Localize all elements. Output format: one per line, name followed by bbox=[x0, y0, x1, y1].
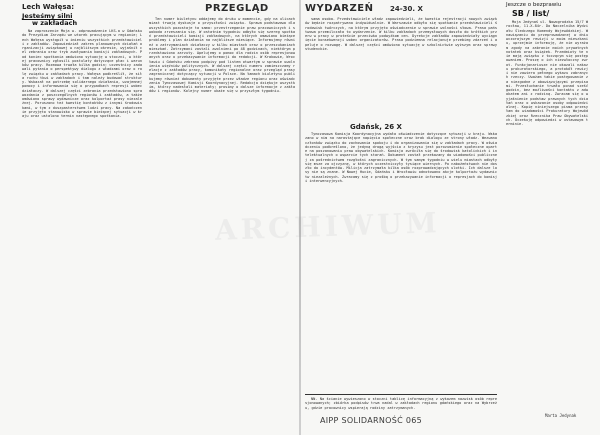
right-column-1-top bbox=[305, 17, 497, 121]
section-rule bbox=[305, 394, 497, 395]
right-column-1-text: sama osoba. Przedstawiciele władz zapowiedzieli, że kwestia rejestracji nowych związków będzie rozpatrywana indywidualnie. W Warszawie odbyło się spotkanie przedstawicieli środowisk twórczych, na którym przyjęto oświadczenie w sprawie wolności słowa. Prasa państwowa przemilczała to wydarzenie. W kilku zakładach przemysłowych doszło do krótkich przerw w pracy w proteście przeciwko podwyżkom cen. Dyrekcje zakładów zapowiedziały wyciągnięcie konsekwencji wobec organizatorów. Prasa podziemna relacjonuje przebieg zdarzeń i apeluje o rozwagę. W dalszej części omówiono sytuację w szkolnictwie wyższym oraz sprawy studenckie. bbox=[305, 17, 497, 51]
left-column-1-text: Na zaproszenie Moja w. odprowadzenie LKS.a w Gdańsku do Prezydium Zarządu we wtorek pracującym w regionie; Lech Wałęsa wystąpił w imieniu wszystkich przedstawicieli z zakładów. Zapowiedział zakres planowanych działań organizacji związkowej w najbliższym okresie, wyjaśnił cel zebrania oraz tryb zwoływania komisji zakładowych. Pod koniec spotkania omówiono sytuację w stoczni, w której pracownicy zgłosili postulaty dotyczące płac i warunków pracy. Rozmowa trwała kilka godzin; uczestnicy zadawali pytania o perspektywy dialogu z władzami oraz o rolę związku w zakładach pracy. Wałęsa podkreślił, że siła ruchu tkwi w zakładach i tam należy budować struktury. Wskazał na potrzebę solidarnego działania, wzajemnej pomocy i informowania się o przypadkach represji wobec działaczy. W dalszej części zebrania przedstawiono sprawozdania z poszczególnych regionów i zakładów, a także omówiono sprawy wydawnicze oraz kolportaż prasy niezależnej. Poruszono też kwestię kontaktów z innymi środowiskami, w tym z duszpasterstwem ludzi pracy. Na zakończenie przyjęto stanowisko w sprawie bieżącej sytuacji w kraju oraz ustalono termin następnego spotkania. bbox=[22, 29, 142, 118]
section-title: SB / list/ bbox=[512, 9, 550, 18]
left-column-2 bbox=[149, 17, 295, 427]
right-column-1-footer bbox=[305, 397, 497, 413]
masthead-left: PRZEGLĄD bbox=[205, 3, 269, 14]
left-column-1 bbox=[22, 29, 142, 427]
right-column-2-text: Moja Jedynaś ul. Nowogrodzka 15/7 Wrocław, 11.X.84r. Do Naczelnika Wydziału Śledczego Komendy Wojewódzkiej. W nawiązaniu do przeprowadzonej w dniu wczorajszym rewizji w moim mieszkaniu, uprzejmie informuję, że nie wyrażam zgody na zabranie moich prywatnych notatek oraz książek. Przedmioty te nie mają związku z toczącym się postępowaniem. Proszę o ich niezwłoczny zwrot. Funkcjonariusze nie okazali nakazu prokuratorskiego, a protokół rewizji nie zawiera pełnego wykazu zabranych rzeczy. Uważam takie postępowanie za niezgodne z obowiązującymi przepisami. Przesłuchanie trwało ponad sześć godzin, bez możliwości kontaktu z adwokatem ani z rodziną. Zwracam się o wyjaśnienie podstaw prawnych tych działań oraz o wskazanie osoby odpowiedzialnej. Kopię niniejszego pisma przesyłam do wiadomości Prokuratury Wojewódzkiej oraz Rzecznika Praw Obywatelskich. Oczekuję odpowiedzi w ustawowym terminie. bbox=[506, 20, 588, 126]
right-column-1-main bbox=[305, 132, 497, 392]
archive-watermark: ARCHIWUM bbox=[214, 206, 442, 247]
issue-date: 24-30. X bbox=[390, 5, 423, 13]
right-column-2 bbox=[506, 20, 588, 410]
article-author: Lech Wałęsa: bbox=[22, 3, 75, 11]
section-kicker: Jeszcze o bezprawiu bbox=[506, 2, 562, 8]
headline-line-2: w zakładach bbox=[32, 19, 78, 27]
headline-line-1: Jesteśmy silni bbox=[22, 12, 73, 20]
right-column-1-footer-text: NN. Na ścianie wywieszono w stoczni tablicę informacyjną z wykazem nazwisk osób represjonowanych; zbiórka podpisów trwa nadal w zakładach regionu gdańskiego oraz na Wybrzeżu, gdzie pracownicy wspierają rodziny zatrzymanych. bbox=[305, 397, 497, 410]
archive-stamp: AIPP SOLIDARNOŚĆ 065 bbox=[320, 416, 423, 425]
masthead-right: WYDARZEŃ bbox=[305, 3, 374, 14]
letter-signature: Marta Jedynak bbox=[545, 413, 577, 418]
left-column-2-text: Ten numer biuletynu oddajemy do druku w momencie, gdy na ulicach miast trwają dyskusje o przyszłości związku. Sprawa podstawowa dla wszystkich pozostaje ta sama: przestrzeganie praw pracowniczych i swoboda zrzeszania się. W ostatnim tygodniu odbyło się szereg spotkań przedstawicieli komisji zakładowych, na których omawiano bieżące problemy i plan działania na najbliższe miesiące. Informujemy również o zatrzymaniach działaczy w kilku miastach oraz o przeszukaniach mieszkań. Zatrzymani zostali zwolnieni po 48 godzinach, niektórym przedstawiono zarzuty. Apelujemy o pomoc dla rodzin osób represjonowanych oraz o przekazywanie informacji do redakcji. W Krakowie, Wrocławiu i Gdańsku zebrano podpisy pod listem otwartym w sprawie uwolnienia więźniów politycznych. W dalszej części numeru zamieszczamy relacje z zakładów pracy, komunikaty regionalne oraz przegląd prasy zagranicznej dotyczący sytuacji w Polsce. Na łamach biuletynu publikujemy również dokumenty przyjęte przez władze regionu oraz oświadczenia Tymczasowej Komisji Koordynacyjnej. Redakcja dziękuje wszystkim, którzy nadesłali materiały; prosimy o dalsze informacje z zakładów i regionów. Kolejny numer ukaże się w przyszłym tygodniu. bbox=[149, 17, 295, 94]
right-column-1-text-2: Tymczasowa Komisja Koordynacyjna wydała oświadczenie dotyczące sytuacji w kraju. Wskazano w nim na narastające napięcia społeczne oraz brak dialogu ze strony władz. Wezwano członków związku do zachowania spokoju i do organizowania się w zakładach pracy. W oświadczeniu podkreślono, że jedyną drogą wyjścia z kryzysu jest porozumienie społeczne oparte na poszanowaniu praw obywatelskich. Komisja zwróciła się do środowisk katolickich i intelektualnych o wsparcie tych starań. Dokument został przekazany do wiadomości publicznej za pośrednictwem rozgłośni zagranicznych. W tym samym tygodniu w wielu miastach odbyły się msze za ojczyznę, w których uczestniczyły tysiące wiernych. Po nabożeństwach nie doszło do incydentów. Milicja zatrzymała kilka osób rozprowadzających ulotki. Ich dalsze losy nie są znane. W Nowej Hucie, Gdańsku i Wrocławiu odnotowano akcje kolportażu wydawnictw niezależnych. Zwracamy się z prośbą o przekazywanie informacji o represjach do komisji interwencyjnych. bbox=[305, 132, 497, 183]
article-headline bbox=[22, 13, 90, 27]
dateline: Gdańsk, 26 X bbox=[350, 123, 402, 131]
